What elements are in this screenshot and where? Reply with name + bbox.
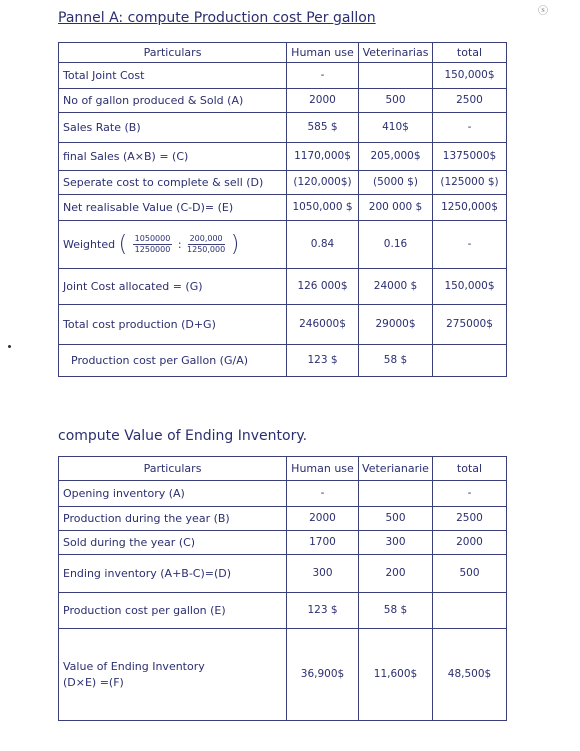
table-row: [59, 555, 507, 593]
cell-total: 150,000$: [433, 63, 507, 89]
cell-total: -: [433, 481, 507, 507]
row-label: Joint Cost allocated = (G): [59, 269, 287, 305]
corner-mark: ⓢ: [538, 6, 548, 17]
fraction-veterinary: [187, 234, 225, 255]
cell-human-use: 2000: [287, 507, 359, 531]
cell-veterinary: 205,000$: [359, 143, 433, 171]
cell-veterinary: 200: [359, 555, 433, 593]
table-row: [59, 195, 507, 221]
cell-veterinary: [359, 63, 433, 89]
panel-b-title: compute Value of Ending Inventory.: [58, 428, 308, 444]
cell-total: 48,500$: [433, 629, 507, 721]
cell-total: 1375000$: [433, 143, 507, 171]
row-label: Ending inventory (A+B-C)=(D): [59, 555, 287, 593]
cell-human-use: 123 $: [287, 345, 359, 377]
cell-veterinary: (5000 $): [359, 171, 433, 195]
cell-total: -: [433, 113, 507, 143]
panel-a-title: Pannel A: compute Production cost Per gallon: [58, 10, 376, 26]
cell-total: 500: [433, 555, 507, 593]
header-veterinary: Veterinarias: [359, 43, 433, 63]
cell-human-use: (120,000$): [287, 171, 359, 195]
row-label: Production during the year (B): [59, 507, 287, 531]
cell-veterinary: 410$: [359, 113, 433, 143]
cell-veterinary: 58 $: [359, 593, 433, 629]
row-label: Sales Rate (B): [59, 113, 287, 143]
row-label: final Sales (A×B) = (C): [59, 143, 287, 171]
row-label: Seperate cost to complete & sell (D): [59, 171, 287, 195]
cell-human-use: 585 $: [287, 113, 359, 143]
cell-total: 2500: [433, 89, 507, 113]
weighted-label: Weighted: [63, 238, 116, 251]
header-total: total: [433, 457, 507, 481]
row-label: Production cost per Gallon (G/A): [59, 345, 287, 377]
cell-human-use: 300: [287, 555, 359, 593]
table-header-row: [59, 457, 507, 481]
cell-veterinary: 29000$: [359, 305, 433, 345]
table-row: [59, 63, 507, 89]
header-veterinary: Veterianarie: [359, 457, 433, 481]
table-row: [59, 143, 507, 171]
header-particulars: Particulars: [59, 457, 287, 481]
row-label: Total Joint Cost: [59, 63, 287, 89]
table-row: [59, 305, 507, 345]
paren-open: (: [118, 232, 128, 257]
row-label: Production cost per gallon (E): [59, 593, 287, 629]
header-particulars: Particulars: [59, 43, 287, 63]
table-row: [59, 507, 507, 531]
cell-total: -: [433, 221, 507, 269]
fraction-separator: :: [177, 238, 182, 251]
cell-total: 275000$: [433, 305, 507, 345]
cell-human-use: 1170,000$: [287, 143, 359, 171]
row-label-weighted: [59, 221, 287, 269]
header-total: total: [433, 43, 507, 63]
row-label: Total cost production (D+G): [59, 305, 287, 345]
fraction-numerator: 1050000: [134, 234, 171, 243]
table-row: [59, 113, 507, 143]
cell-human-use: 1050,000 $: [287, 195, 359, 221]
cell-total: 2500: [433, 507, 507, 531]
cell-total: 150,000$: [433, 269, 507, 305]
margin-dot: [8, 345, 11, 348]
row-label: Net realisable Value (C-D)= (E): [59, 195, 287, 221]
cell-human-use: 126 000$: [287, 269, 359, 305]
cell-total: 2000: [433, 531, 507, 555]
cell-veterinary: 500: [359, 89, 433, 113]
row-label: Sold during the year (C): [59, 531, 287, 555]
header-human-use: Human use: [287, 457, 359, 481]
table-row: [59, 171, 507, 195]
cell-human-use: -: [287, 63, 359, 89]
table-row: [59, 481, 507, 507]
cell-veterinary: 24000 $: [359, 269, 433, 305]
table-header-row: [59, 43, 507, 63]
cell-total: [433, 593, 507, 629]
table-row: [59, 593, 507, 629]
table-row: [59, 269, 507, 305]
cell-total: [433, 345, 507, 377]
cell-human-use: 36,900$: [287, 629, 359, 721]
table-row: [59, 629, 507, 721]
cell-total: (125000 $): [433, 171, 507, 195]
fraction-denominator: 1250,000: [187, 245, 226, 254]
cell-veterinary: 11,600$: [359, 629, 433, 721]
cell-veterinary: 58 $: [359, 345, 433, 377]
cell-human-use: -: [287, 481, 359, 507]
cell-veterinary: [359, 481, 433, 507]
panel-b-table: [58, 456, 507, 721]
row-label: Value of Ending Inventory (D×E) =(F): [59, 629, 287, 721]
header-human-use: Human use: [287, 43, 359, 63]
cell-total: 1250,000$: [433, 195, 507, 221]
table-row: [59, 345, 507, 377]
cell-human-use: 0.84: [287, 221, 359, 269]
table-row: [59, 531, 507, 555]
fraction-denominator: 1250000: [134, 245, 171, 254]
fraction-human: [133, 234, 173, 255]
cell-veterinary: 300: [359, 531, 433, 555]
fraction-numerator: 200,000: [189, 234, 223, 243]
cell-veterinary: 200 000 $: [359, 195, 433, 221]
paren-close: ): [230, 232, 240, 257]
cell-human-use: 123 $: [287, 593, 359, 629]
table-row: [59, 89, 507, 113]
cell-human-use: 246000$: [287, 305, 359, 345]
cell-human-use: 2000: [287, 89, 359, 113]
table-row-weighted: [59, 221, 507, 269]
row-label: No of gallon produced & Sold (A): [59, 89, 287, 113]
cell-veterinary: 500: [359, 507, 433, 531]
cell-human-use: 1700: [287, 531, 359, 555]
cell-veterinary: 0.16: [359, 221, 433, 269]
row-label: Opening inventory (A): [59, 481, 287, 507]
panel-a-table: [58, 42, 507, 377]
